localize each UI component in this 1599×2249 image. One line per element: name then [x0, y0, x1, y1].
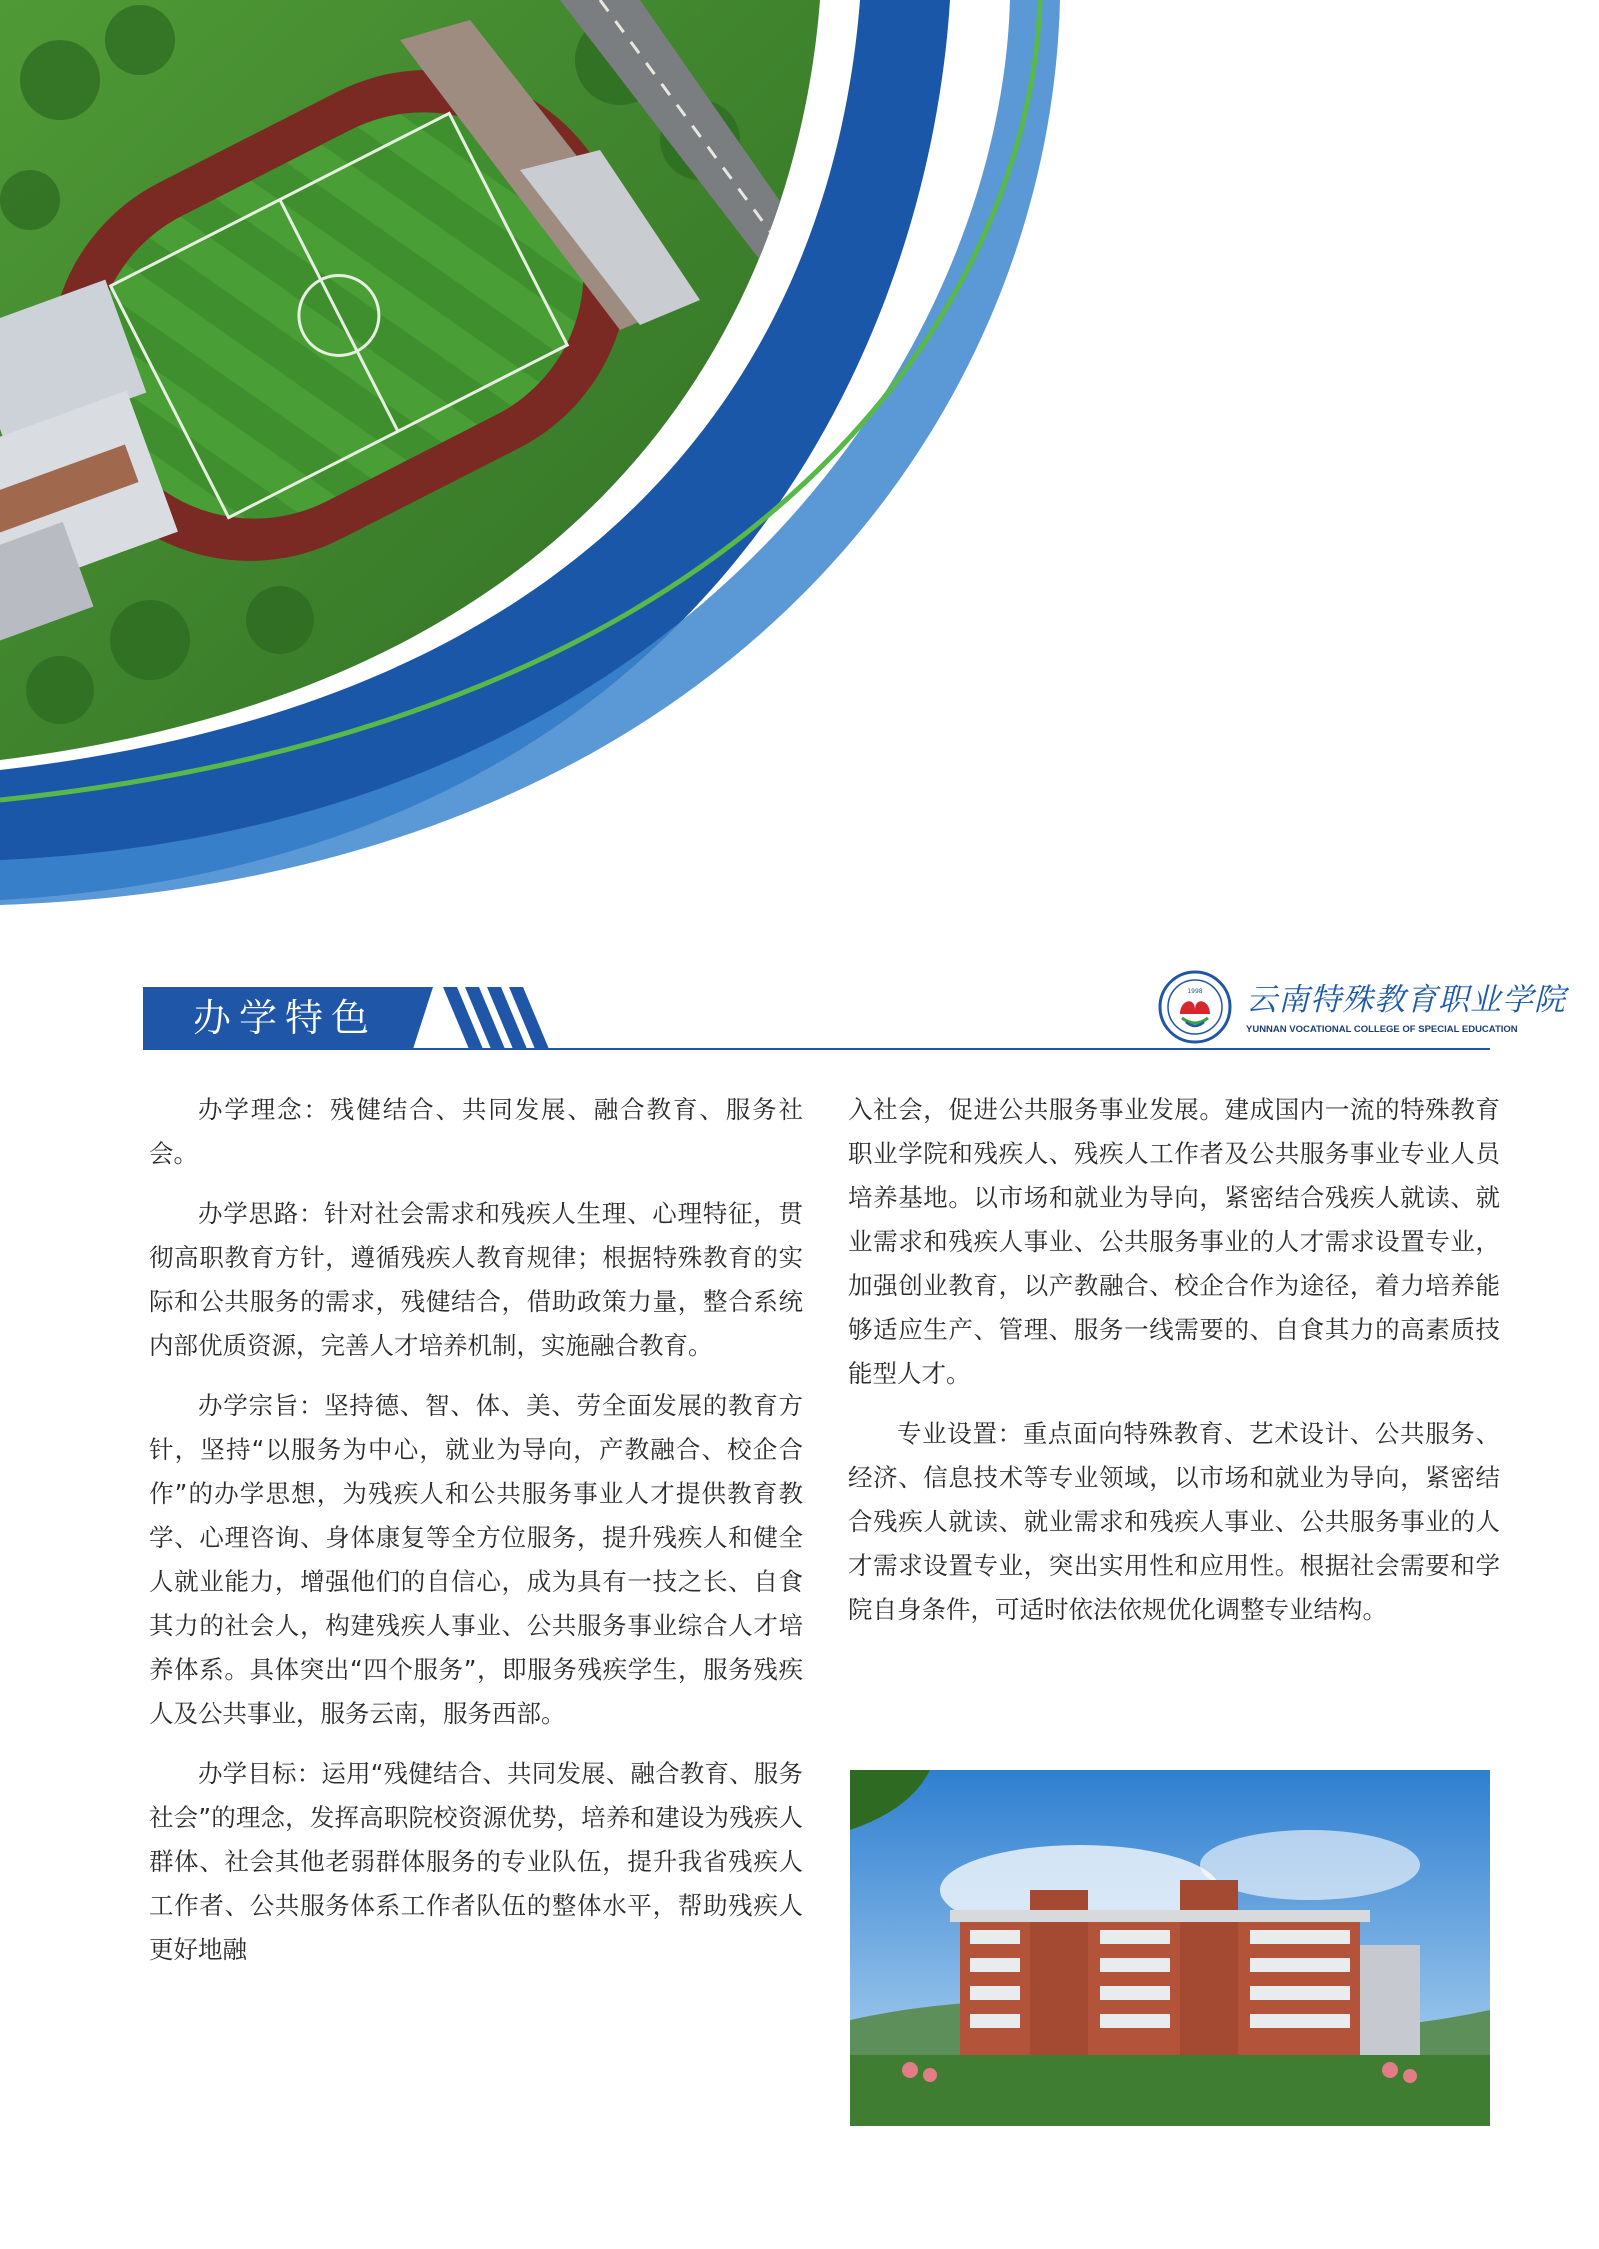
- paragraph-approach: 办学思路：针对社会需求和残疾人生理、心理特征，贯彻高职教育方针，遵循残疾人教育规律；根据特殊教育的实际和公共服务的需求，残健结合，借助政策力量，整合系统内部优质资源，完善人才培养机制，实施融合教育。: [149, 1199, 803, 1360]
- campus-aerial-hero: [0, 0, 1599, 920]
- college-name-en: YUNNAN VOCATIONAL COLLEGE OF SPECIAL EDUCATION: [1246, 1024, 1518, 1035]
- emblem-year: 1998: [1187, 988, 1203, 995]
- paragraph-goal-continued: 入社会，促进公共服务事业发展。建成国内一流的特殊教育职业学院和残疾人、残疾人工作者及公共服务事业专业人员培养基地。以市场和就业为导向，紧密结合残疾人就读、就业需求和残疾人事业、公共服务事业的人才需求设置专业，加强创业教育，以产教融合、校企合作为途径，着力培养能够适应生产、管理、服务一线需要的、自食其力的高素质技能型人才。: [848, 1095, 1500, 1388]
- paragraph-programs: 专业设置：重点面向特殊教育、艺术设计、公共服务、经济、信息技术等专业领域，以市场和就业为导向，紧密结合残疾人就读、就业需求和残疾人事业、公共服务事业的人才需求设置专业，突出实用性和应用性。根据社会需要和学院自身条件，可适时依法依规优化调整专业结构。: [848, 1419, 1500, 1624]
- section-title: 办学特色: [193, 996, 378, 1040]
- left-text-column: [149, 1088, 803, 1972]
- college-name-cn: 云南特殊教育职业学院: [1246, 982, 1566, 1018]
- section-header: [143, 987, 543, 1049]
- header-underline: [143, 1048, 1490, 1050]
- college-logo: [1158, 968, 1566, 1046]
- dormitory-building-photo: [850, 1770, 1490, 2126]
- paragraph-purpose: 办学宗旨：坚持德、智、体、美、劳全面发展的教育方针，坚持“以服务为中心，就业为导向，产教融合、校企合作”的办学思想，为残疾人和公共服务事业人才提供教育教学、心理咨询、身体康复等全方位服务，提升残疾人和健全人就业能力，增强他们的自信心，成为具有一技之长、自食其力的社会人，构建残疾人事业、公共服务事业综合人才培养体系。具体突出“四个服务”，即服务残疾学生，服务残疾人及公共事业，服务云南，服务西部。: [149, 1391, 803, 1728]
- college-emblem-icon: [1158, 970, 1232, 1044]
- right-text-column: [848, 1088, 1500, 1632]
- paragraph-philosophy: 办学理念：残健结合、共同发展、融合教育、服务社会。: [149, 1095, 803, 1168]
- paragraph-goal: 办学目标：运用“残健结合、共同发展、融合教育、服务社会”的理念，发挥高职院校资源优势，培养和建设为残疾人群体、社会其他老弱群体服务的专业队伍，提升我省残疾人工作者、公共服务体系工作者队伍的整体水平，帮助残疾人更好地融: [149, 1759, 803, 1964]
